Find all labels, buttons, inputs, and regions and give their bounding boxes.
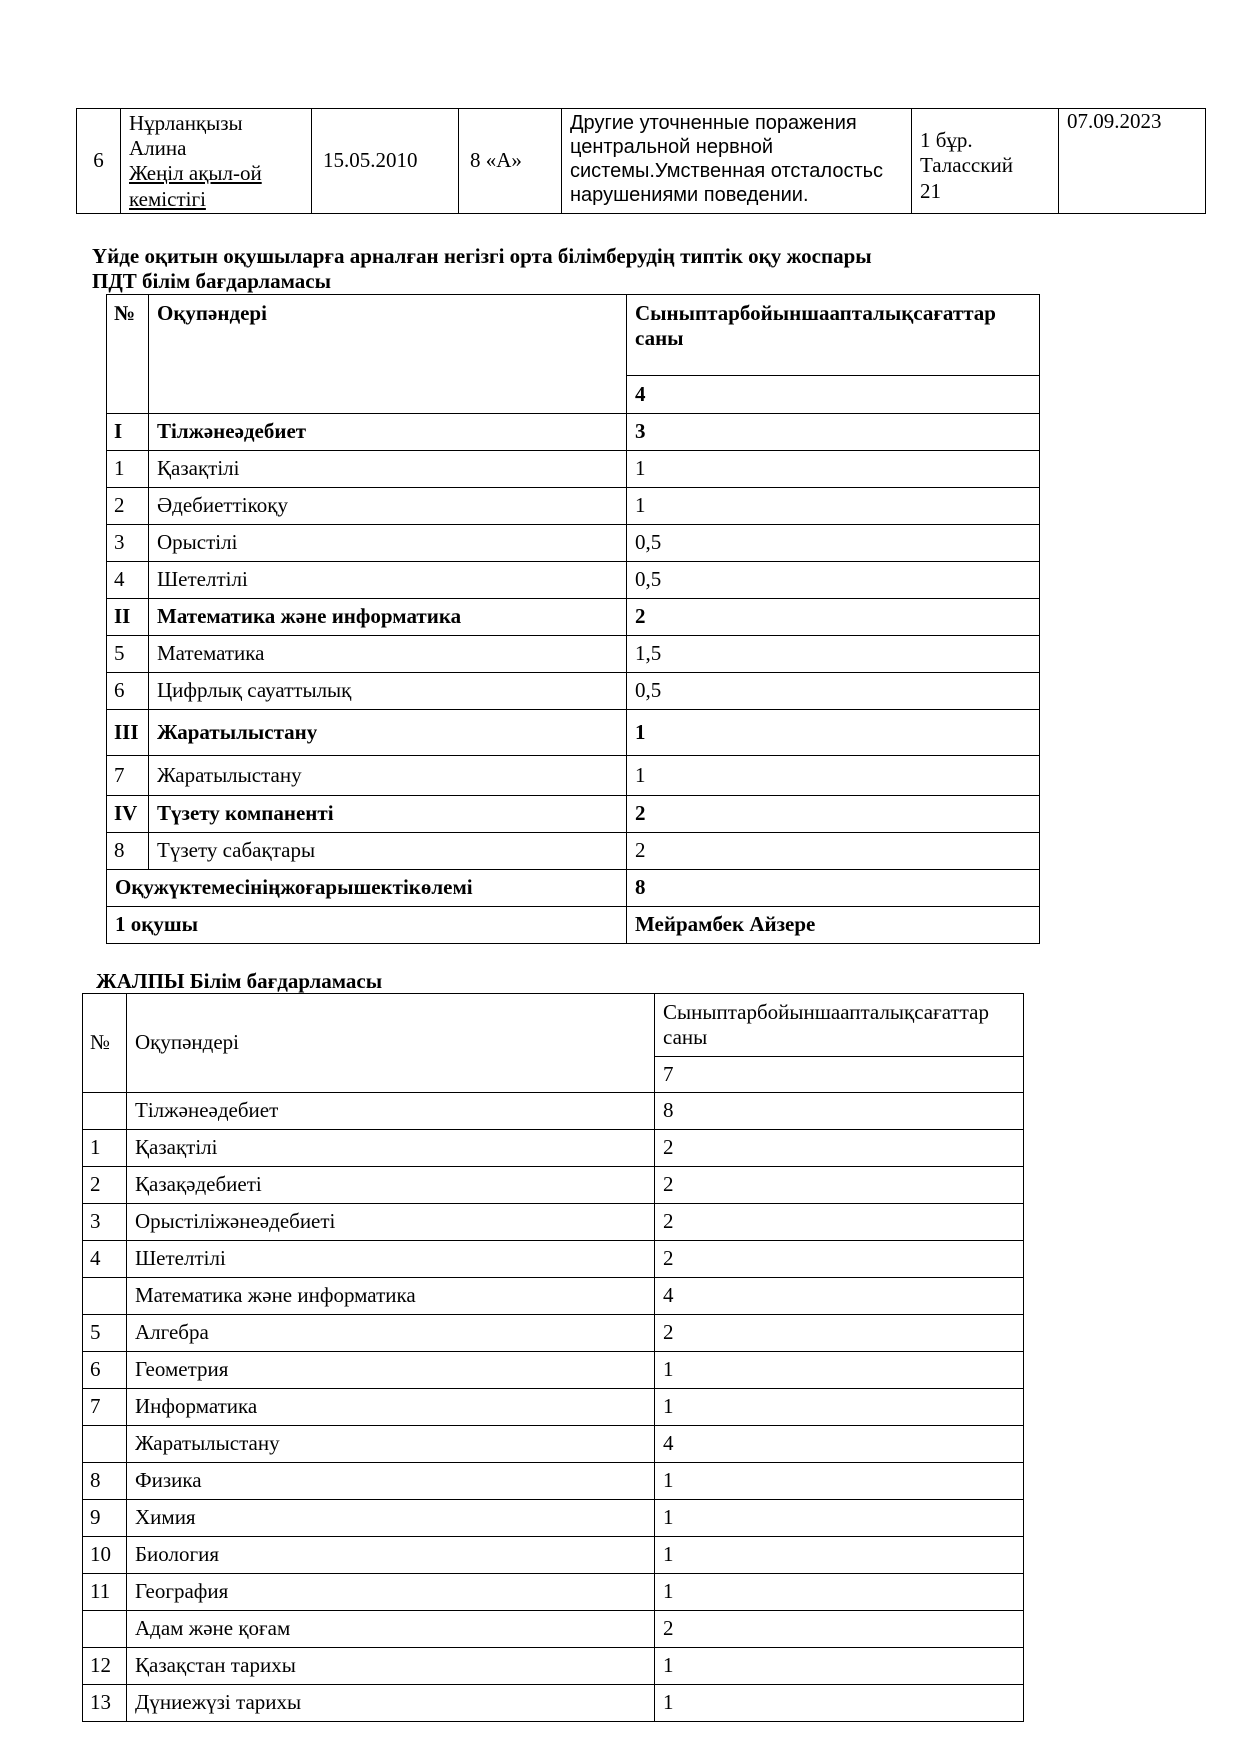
general-row-subject: Орыстіліжәнеәдебиеті	[127, 1204, 655, 1241]
pdt-row-num: 5	[107, 636, 149, 673]
pdt-col-hours-line2: саны	[635, 326, 684, 351]
pdt-row-num: 8	[107, 833, 149, 870]
pdt-row-num: II	[107, 599, 149, 636]
general-row-num: 6	[83, 1352, 127, 1389]
pdt-row-subject: Цифрлық сауаттылық	[149, 673, 627, 710]
general-row-hours: 4	[655, 1278, 1024, 1315]
pdt-total-value: 8	[627, 870, 1040, 907]
pdt-row-hours: 2	[627, 833, 1040, 870]
diagnosis-ru-line1: Другие уточненные поражения	[570, 112, 857, 134]
pdt-row-num: 2	[107, 488, 149, 525]
pdt-row-hours: 2	[627, 796, 1040, 833]
pdt-row-subject: Жаратылыстану	[149, 710, 627, 756]
diagnosis-ru-line2: центральной нервной	[570, 136, 774, 158]
general-row-num	[83, 1426, 127, 1463]
general-row	[83, 1130, 1024, 1167]
pdt-row	[107, 796, 1040, 833]
pdt-row-hours: 1	[627, 451, 1040, 488]
student-name-line2: Алина	[129, 136, 187, 161]
general-row-subject: Дүниежүзі тарихы	[127, 1685, 655, 1722]
general-row-hours: 2	[655, 1611, 1024, 1648]
general-row	[83, 1611, 1024, 1648]
student-class: 8 «А»	[459, 109, 562, 214]
pdt-row-num: IV	[107, 796, 149, 833]
pdt-row	[107, 451, 1040, 488]
pdt-heading-line2: ПДТ білім бағдарламасы	[92, 269, 332, 294]
student-table	[76, 108, 1206, 214]
general-row-subject: Физика	[127, 1463, 655, 1500]
general-col-num: №	[83, 994, 127, 1093]
general-grade: 7	[655, 1057, 1024, 1093]
general-row-subject: Биология	[127, 1537, 655, 1574]
pdt-row-hours: 1	[627, 756, 1040, 796]
general-row	[83, 1093, 1024, 1130]
general-row-hours: 1	[655, 1500, 1024, 1537]
pdt-row-subject: Математика және информатика	[149, 599, 627, 636]
general-row-num: 7	[83, 1389, 127, 1426]
pdt-row-subject: Жаратылыстану	[149, 756, 627, 796]
student-name-cell	[121, 109, 312, 214]
diagnosis-ru-line4: нарушениями поведении.	[570, 184, 809, 206]
pdt-row	[107, 833, 1040, 870]
general-col-hours	[655, 994, 1024, 1057]
pdt-row-hours: 1,5	[627, 636, 1040, 673]
general-row	[83, 1426, 1024, 1463]
pdt-row	[107, 636, 1040, 673]
pdt-row-num: 4	[107, 562, 149, 599]
general-row	[83, 1167, 1024, 1204]
general-row-num: 8	[83, 1463, 127, 1500]
pdt-row-subject: Математика	[149, 636, 627, 673]
pdt-row-hours: 1	[627, 710, 1040, 756]
pdt-row-subject: Әдебиеттікоқу	[149, 488, 627, 525]
pdt-row-num: 1	[107, 451, 149, 488]
general-row	[83, 1500, 1024, 1537]
general-row-subject: Тілжәнеәдебиет	[127, 1093, 655, 1130]
general-row-subject: Адам және қоғам	[127, 1611, 655, 1648]
general-curriculum-table	[82, 993, 1024, 1722]
birth-date: 15.05.2010	[312, 109, 459, 214]
pdt-row-num: 7	[107, 756, 149, 796]
general-row-subject: Математика және информатика	[127, 1278, 655, 1315]
general-row-hours: 2	[655, 1241, 1024, 1278]
general-col-subject: Оқупәндері	[127, 994, 655, 1093]
pdt-row	[107, 414, 1040, 451]
pdt-row-subject: Қазақтілі	[149, 451, 627, 488]
general-row-subject: Химия	[127, 1500, 655, 1537]
pdt-row	[107, 525, 1040, 562]
general-row-hours: 1	[655, 1352, 1024, 1389]
pdt-row	[107, 673, 1040, 710]
general-row-hours: 1	[655, 1574, 1024, 1611]
pdt-row-hours: 1	[627, 488, 1040, 525]
general-row-subject: Жаратылыстану	[127, 1426, 655, 1463]
order-line1: 1 бұр.	[920, 128, 973, 153]
general-row	[83, 1389, 1024, 1426]
order-line2: Таласский	[920, 153, 1013, 178]
general-row-hours: 1	[655, 1463, 1024, 1500]
pdt-total-label: Оқужүктемесініңжоғарышектікөлемі	[107, 870, 627, 907]
pdt-row-subject: Түзету компаненті	[149, 796, 627, 833]
pdt-col-hours	[627, 295, 1040, 376]
general-header-row	[83, 994, 1024, 1057]
diagnosis-ru-line3: системы.Умственная отсталостьс	[570, 160, 884, 182]
general-row	[83, 1241, 1024, 1278]
general-row-hours: 8	[655, 1093, 1024, 1130]
pdt-student-value: Мейрамбек Айзере	[627, 907, 1040, 944]
general-row-subject: Шетелтілі	[127, 1241, 655, 1278]
general-row-num: 5	[83, 1315, 127, 1352]
general-row-num: 13	[83, 1685, 127, 1722]
pdt-header-row	[107, 295, 1040, 376]
student-row	[77, 109, 1206, 214]
pdt-row-hours: 3	[627, 414, 1040, 451]
order-line3: 21	[920, 178, 941, 203]
pdt-heading-line1: Үйде оқитын оқушыларға арналған негізгі орта білімберудің типтік оқу жоспары	[92, 244, 872, 268]
general-row-hours: 2	[655, 1167, 1024, 1204]
pdt-row-num: I	[107, 414, 149, 451]
pdt-row-num: III	[107, 710, 149, 756]
general-row-subject: Информатика	[127, 1389, 655, 1426]
general-row-num: 1	[83, 1130, 127, 1167]
general-row-subject: География	[127, 1574, 655, 1611]
general-row	[83, 1352, 1024, 1389]
general-row-subject: Қазақәдебиеті	[127, 1167, 655, 1204]
general-row	[83, 1315, 1024, 1352]
pdt-row-hours: 0,5	[627, 562, 1040, 599]
pdt-row-hours: 0,5	[627, 525, 1040, 562]
general-row	[83, 1648, 1024, 1685]
pdt-row-subject: Түзету сабақтары	[149, 833, 627, 870]
general-row-hours: 2	[655, 1315, 1024, 1352]
pdt-curriculum-table	[106, 294, 1040, 944]
general-row-subject: Қазақтілі	[127, 1130, 655, 1167]
pdt-row-hours: 2	[627, 599, 1040, 636]
pdt-grade: 4	[627, 376, 1040, 414]
general-row-num	[83, 1278, 127, 1315]
pdt-row	[107, 488, 1040, 525]
general-row-hours: 1	[655, 1537, 1024, 1574]
pdt-col-hours-line1: Сыныптарбойыншаапталықсағаттар	[635, 301, 996, 325]
diagnosis-kz-line2: кемістігі	[129, 186, 206, 211]
general-row-num	[83, 1611, 127, 1648]
general-row-hours: 1	[655, 1648, 1024, 1685]
general-row	[83, 1574, 1024, 1611]
general-row-num: 10	[83, 1537, 127, 1574]
general-row-hours: 2	[655, 1204, 1024, 1241]
general-row-hours: 2	[655, 1130, 1024, 1167]
general-row	[83, 1537, 1024, 1574]
general-heading: ЖАЛПЫ Білім бағдарламасы	[96, 969, 383, 993]
pdt-col-num: №	[107, 295, 149, 414]
general-row	[83, 1463, 1024, 1500]
pdt-heading	[92, 244, 872, 294]
general-row-subject: Геометрия	[127, 1352, 655, 1389]
general-row	[83, 1204, 1024, 1241]
general-row-subject: Алгебра	[127, 1315, 655, 1352]
student-name-line1: Нұрланқызы	[129, 111, 243, 135]
general-row-num: 11	[83, 1574, 127, 1611]
pdt-row-num: 6	[107, 673, 149, 710]
order-cell	[912, 109, 1059, 214]
general-row-subject: Қазақстан тарихы	[127, 1648, 655, 1685]
pdt-row-subject: Орыстілі	[149, 525, 627, 562]
pdt-total-row	[107, 870, 1040, 907]
general-row-num: 12	[83, 1648, 127, 1685]
diagnosis-ru-cell	[562, 109, 912, 214]
general-col-hours-line1: Сыныптарбойыншаапталықсағаттар	[663, 1000, 989, 1024]
general-row	[83, 1685, 1024, 1722]
pdt-row-subject: Шетелтілі	[149, 562, 627, 599]
pdt-row	[107, 599, 1040, 636]
general-row-hours: 1	[655, 1685, 1024, 1722]
general-col-hours-line2: саны	[663, 1025, 708, 1050]
general-row-hours: 1	[655, 1389, 1024, 1426]
general-row-num: 9	[83, 1500, 127, 1537]
pdt-row-subject: Тілжәнеәдебиет	[149, 414, 627, 451]
general-row-num	[83, 1093, 127, 1130]
pdt-student-row	[107, 907, 1040, 944]
pdt-row	[107, 710, 1040, 756]
general-row-num: 4	[83, 1241, 127, 1278]
pdt-student-label: 1 оқушы	[107, 907, 627, 944]
pdt-col-subject: Оқупәндері	[149, 295, 627, 414]
general-row-hours: 4	[655, 1426, 1024, 1463]
general-row-num: 3	[83, 1204, 127, 1241]
pdt-row	[107, 756, 1040, 796]
general-row-num: 2	[83, 1167, 127, 1204]
diagnosis-kz-line1: Жеңіл ақыл-ой	[129, 161, 262, 186]
general-row	[83, 1278, 1024, 1315]
pdt-row-hours: 0,5	[627, 673, 1040, 710]
order-date: 07.09.2023	[1059, 109, 1206, 214]
pdt-row-num: 3	[107, 525, 149, 562]
student-num: 6	[77, 109, 121, 214]
pdt-row	[107, 562, 1040, 599]
